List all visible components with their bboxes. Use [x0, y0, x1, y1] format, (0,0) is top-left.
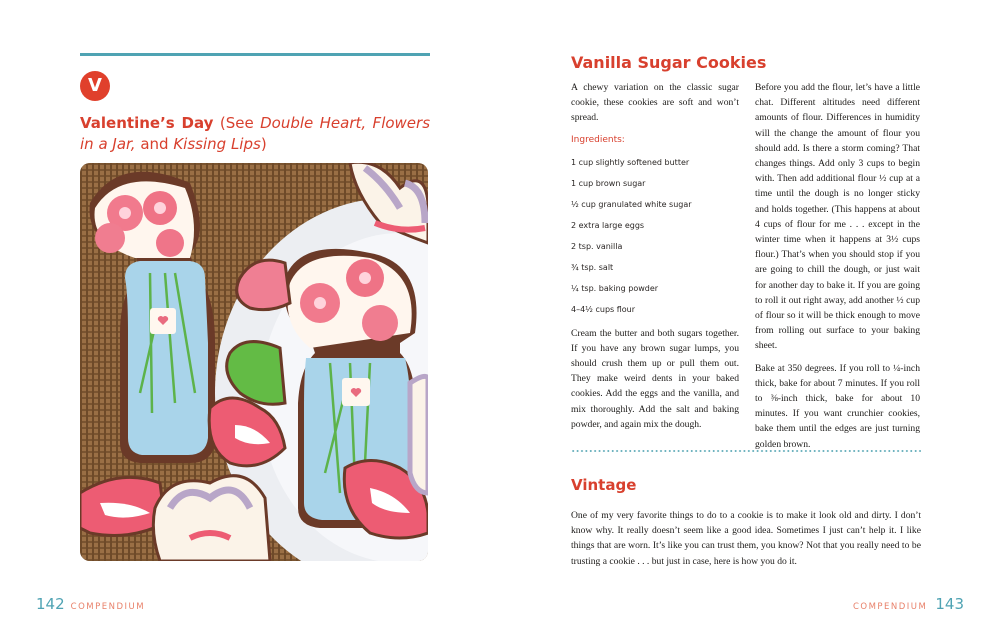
- ingredient-item: ¾ tsp. salt: [571, 263, 614, 273]
- entry-title: Valentine’s Day: [80, 114, 214, 132]
- method-paragraph-2: Before you add the flour, let’s have a little chat. Different altitudes need different amounts of flour. Differences in humidity will the change the amount of flour you should add. Is there a storm coming? That changes things. Add only 3 cups to begin with. Then add additional flour ½ cup at a time until the dough is no longer sticky and holds together. (This happens at about 4 cups of flour for me . . . except in the winter time when it happens at 3½ cups flour.) That’s when you should stop if you are going to chill the dough, or just wait for another day to bake it. If you are going to roll it out right away, add another ½ cup of flour so it will be thick enough to move from rolling out surface to your baking sheet.: [755, 82, 920, 352]
- folio-left: [36, 594, 145, 613]
- running-head: COMPENDIUM: [852, 602, 928, 612]
- ingredient-item: 4–4½ cups flour: [571, 305, 636, 315]
- page-number: 142: [36, 595, 65, 613]
- ingredient-item: 1 cup slightly softened butter: [571, 157, 690, 167]
- running-head: COMPENDIUM: [70, 602, 146, 612]
- right-page: [500, 0, 1000, 643]
- recipe-column-2: [755, 80, 920, 459]
- entry-and: and: [135, 135, 174, 153]
- recipe-intro: A chewy variation on the classic sugar cookie, these cookies are soft and won’t spread.: [571, 82, 739, 124]
- recipe-column-1: [571, 80, 739, 439]
- method-paragraph-3: Bake at 350 degrees. If you roll to ¼-inch thick, bake for about 7 minutes. If you roll to ⅜-inch thick, bake for about 10 minutes. If you want crunchier cookies, bake them until the edges are just turning golden brown.: [755, 362, 920, 450]
- method-paragraph-1: Cream the butter and both sugars together. If you have any brown sugar lumps, you should crush them up or pull them out. They make weird dents in your baked cookies. Add the eggs and the vanilla, and mix thoroughly. Add the salt and baking powder, and again mix the dough.: [571, 327, 739, 430]
- dotted-divider: [571, 450, 921, 452]
- ingredient-item: 1 cup brown sugar: [571, 178, 646, 188]
- ingredient-item: ¼ tsp. baking powder: [571, 284, 659, 294]
- entry-see-open: (See: [213, 114, 261, 132]
- ingredients-label: Ingredients:: [571, 134, 625, 145]
- page-number: 143: [935, 595, 964, 613]
- entry-see-items: Double Heart, Flowers in a Jar,: [80, 114, 431, 153]
- recipe-title: Vanilla Sugar Cookies: [571, 53, 767, 72]
- section-body: One of my very favorite things to do to a cookie is to make it look old and dirty. I don’t know why. It really doesn’t seem like a good idea. Sometimes I just can’t help it. I like things that are worn. It’s like you can trust them, you know? Not that you really need to be trusting a cookie . . . but just in case, here is how you do it.: [571, 510, 921, 567]
- ingredient-item: 2 extra large eggs: [571, 221, 645, 231]
- cookie-photo: [80, 163, 428, 561]
- letter-badge: V: [80, 71, 110, 101]
- entry-see-close: ): [260, 135, 267, 153]
- entry-last-item: Kissing Lips: [173, 135, 261, 153]
- ingredient-item: 2 tsp. vanilla: [571, 242, 623, 252]
- ingredients-list: [571, 157, 739, 317]
- section-title: Vintage: [571, 476, 637, 494]
- entry-heading: [80, 113, 430, 155]
- ingredient-item: ½ cup granulated white sugar: [571, 200, 692, 209]
- folio-right: [853, 594, 964, 613]
- top-rule: [80, 53, 430, 56]
